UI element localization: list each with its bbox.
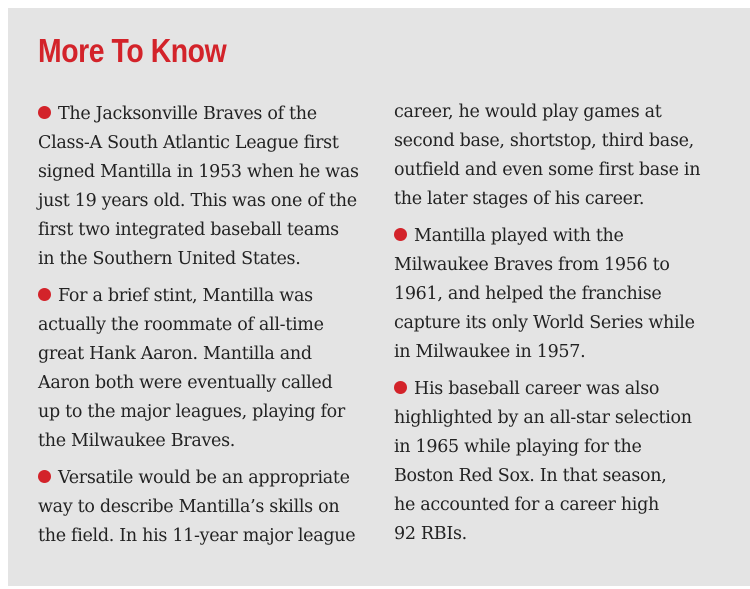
fact-paragraph (38, 282, 368, 456)
text-line: first two integrated baseball teams (38, 220, 339, 240)
text-line: up to the major leagues, playing for (38, 402, 345, 422)
fact-paragraph (38, 100, 368, 274)
red-bullet-icon (38, 288, 51, 301)
text-line: actually the roommate of all-time (38, 315, 324, 335)
text-line: career, he would play games at (394, 102, 662, 122)
text-line: in Milwaukee in 1957. (394, 342, 586, 362)
sidebar-panel (8, 8, 750, 586)
fact-paragraph (394, 375, 739, 549)
text-line: Aaron both were eventually called (38, 373, 333, 393)
fact-paragraph (38, 464, 368, 551)
text-line: just 19 years old. This was one of the (38, 191, 357, 211)
text-line: way to describe Mantilla’s skills on (38, 497, 340, 517)
fact-paragraph (394, 222, 739, 367)
text-line: he accounted for a career high (394, 495, 659, 515)
text-line: The Jacksonville Braves of the (58, 104, 317, 124)
red-bullet-icon (394, 228, 407, 241)
text-line: highlighted by an all-star selection (394, 408, 692, 428)
fact-paragraph-continued (394, 98, 739, 214)
text-line: great Hank Aaron. Mantilla and (38, 344, 312, 364)
text-line: signed Mantilla in 1953 when he was (38, 162, 359, 182)
red-bullet-icon (394, 381, 407, 394)
panel-title: More To Know (38, 32, 227, 69)
text-line: the Milwaukee Braves. (38, 431, 236, 451)
text-line: the later stages of his career. (394, 189, 645, 209)
text-line: 92 RBIs. (394, 524, 467, 544)
text-line: Versatile would be an appropriate (58, 468, 350, 488)
text-line: in the Southern United States. (38, 249, 301, 269)
text-line: His baseball career was also (414, 379, 660, 399)
left-column (38, 100, 368, 559)
right-column (394, 98, 739, 557)
text-line: 1961, and helped the franchise (394, 284, 662, 304)
red-bullet-icon (38, 106, 51, 119)
text-line: Milwaukee Braves from 1956 to (394, 255, 670, 275)
red-bullet-icon (38, 470, 51, 483)
text-line: Mantilla played with the (414, 226, 624, 246)
text-line: Boston Red Sox. In that season, (394, 466, 667, 486)
text-line: second base, shortstop, third base, (394, 131, 694, 151)
text-line: in 1965 while playing for the (394, 437, 642, 457)
text-line: capture its only World Series while (394, 313, 695, 333)
text-line: the field. In his 11-year major league (38, 526, 356, 546)
text-line: outfield and even some first base in (394, 160, 701, 180)
text-line: Class-A South Atlantic League first (38, 133, 339, 153)
text-line: For a brief stint, Mantilla was (58, 286, 313, 306)
